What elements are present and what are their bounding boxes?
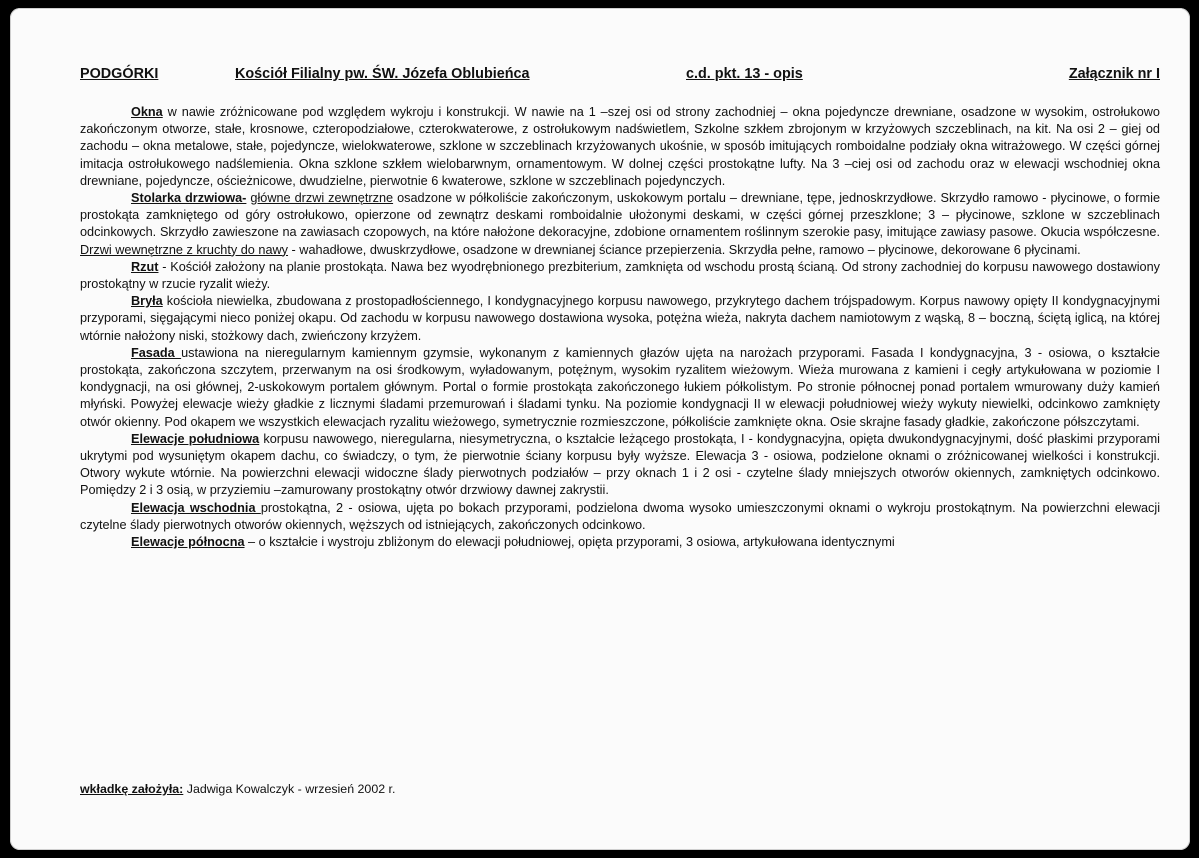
lead-stolarka: Stolarka drzwiowa- bbox=[131, 191, 247, 206]
document-header bbox=[80, 66, 1160, 86]
header-place: PODGÓRKI bbox=[80, 66, 159, 82]
paragraph-bryla bbox=[80, 293, 1160, 345]
lead-rzut: Rzut bbox=[131, 259, 159, 274]
text-stolarka-2: - wahadłowe, dwuskrzydłowe, osadzone w drewnianej ściance przepierzenia. Skrzydła pełne, ramowo – płycinowe, dekorowane 6 płycinami. bbox=[288, 242, 1081, 257]
text-bryla: kościoła niewielka, zbudowana z prostopadłościennego, I kondygnacyjnego korpusu nawowego, przykrytego dachem trójspadowym. Korpus nawowy opięty II kondygnacyjnymi przyporami, sięgającymi nieco poniżej okapu. Od zachodu w korpusu nawowego dostawiona wysoka, potężna wieża, nakryta dachem namiotowym z wąską, 8 – boczną, ściętą iglicą, na której wtórnie nałożony niski, stożkowy dach, zwieńczony krzyżem. bbox=[80, 294, 1160, 343]
text-rzut: - Kościół założony na planie prostokąta. Nawa bez wyodrębnionego prezbiterium, zamknięta od wschodu prostą ścianą. Od strony zachodniej do korpusu nawowego dostawiony prostokątny w rzucie ryzalit wieży. bbox=[80, 259, 1160, 292]
text-wschodnia: prostokątna, 2 - osiowa, ujęta po bokach przyporami, podzielona dwoma wysoko umieszczonymi oknami o wykroju prostokątnym. Na powierzchni elewacji czytelne ślady pierwotnych otworów okiennych, węższych od istniejących, zakończonych odcinkowo. bbox=[80, 500, 1161, 532]
document-page bbox=[10, 8, 1190, 850]
header-attachment: Załącznik nr I bbox=[1068, 66, 1160, 82]
lead-okna: Okna bbox=[131, 105, 163, 119]
header-section-ref: c.d. pkt. 13 - opis bbox=[686, 66, 803, 82]
paragraph-rzut bbox=[80, 259, 1160, 293]
lead-bryla: Bryła bbox=[131, 294, 163, 309]
document-footer bbox=[80, 782, 395, 796]
text-okna: w nawie zróżnicowane pod względem wykroju i konstrukcji. W nawie na 1 –szej osi od strony zachodniej – okna pojedyncze drewniane, osadzone w wysokim, ostrołukowo zakończonym otworze, stałe, krosnowe, czteropodziałowe, czterokwaterowe, z ostrołukowym nadświetlem, Szkolne szkłem zbrojonym w krzyżowych szczeblinach, na kit. Na osi 2 – giej od zachodu – okna metalowe, stałe, pojedyncze, wielokwaterowe, szklone w szczeblinach krzyżowanych ukośnie, w sposób imitujących romboidalne podziały okna witrażowego. W części górnej imitacja ostrołukowego nadślemienia. Okna szklone szkłem wielobarwnym, ornamentowym. W dolnej części prostokątne lufty. Na 3 –ciej osi od zachodu oraz w elewacji wschodniej okna drewniane, pojedyncze, ościeżnicowe, dwudzielne, pierwotnie 6 kwaterowe, szklone w szczeblinach pojedynczych. bbox=[80, 105, 1160, 188]
underline-main-doors: główne drzwi zewnętrzne bbox=[250, 191, 394, 206]
underline-inner-doors: Drzwi wewnętrzne z kruchty do nawy bbox=[80, 242, 289, 257]
text-poludniowa: korpusu nawowego, nieregularna, niesymetryczna, o kształcie leżącego prostokąta, I - kondygnacyjna, opięta dwukondygnacyjnymi, dość płaskimi przyporami ukrytymi pod wysuniętym okapem dachu, co świadczy, o tym, że pierwotnie ściany korpusu były wyższe. Elewacja 3 - osiowa, podzielone oknami o zróżnicowanej wielkości i konstrukcji. Otwory wykute wtórnie. Na powierzchni elewacji widoczne ślady pierwotnych podziałów – przy oknach 1 i 2 osi - czytelne ślady mniejszych otworów okiennych, zamkniętych odcinkowo. Pomiędzy 2 i 3 osią, w przyziemiu –zamurowany prostokątny otwór drzwiowy dawnej zakrystii. bbox=[80, 431, 1160, 498]
header-church: Kościół Filialny pw. ŚW. Józefa Oblubieńca bbox=[235, 66, 530, 82]
document-body bbox=[80, 104, 1160, 551]
lead-fasada: Fasada bbox=[131, 345, 182, 360]
paragraph-fasada bbox=[80, 345, 1160, 431]
paragraph-elewacja-wschodnia bbox=[80, 500, 1160, 534]
paragraph-stolarka bbox=[80, 190, 1160, 259]
text-polnocna: – o kształcie i wystroju zbliżonym do elewacji południowej, opięta przyporami, 3 osiowa, artykułowana identycznymi bbox=[244, 535, 895, 550]
paragraph-okna bbox=[80, 104, 1160, 190]
lead-poludniowa: Elewacje południowa bbox=[131, 431, 260, 446]
text-fasada: ustawiona na nieregularnym kamiennym gzymsie, wykonanym z kamiennych głazów ujęta na narożach przyporami. Fasada I kondygnacyjna, 3 - osiowa, o kształcie prostokąta, zakończona szczytem, przerwanym na osi środkowym, wyładowanym, potężnym, wysokim ryzalitem wieżowym. Wieża murowana z kamieni i cegły artykułowana w poziomie I kondygnacji, na osi głównej, 2-uskokowym portalem głównym. Portal o formie prostokąta zakończonego łukiem półkolistym. Po stronie północnej ponad portalem wmurowany duży kamień młyński. Powyżej elewacje wieży gładkie z licznymi śladami przemurowań i śladami tynku. Na poziomie kondygnacji II w elewacji południowej wieży wykuty niewielki, odcinkowo zamknięty otwór okienny. Pod okapem we wszystkich elewacjach ryzalitu wieżowego, symetrycznie rozmieszczone, półkoliście zamknięte okna. Osie skrajne fasady gładkie, zakończone półszczytami. bbox=[80, 345, 1160, 429]
paragraph-elewacja-poludniowa bbox=[80, 431, 1160, 500]
lead-polnocna: Elewacje północna bbox=[131, 535, 245, 550]
lead-wschodnia: Elewacja wschodnia bbox=[131, 500, 261, 515]
text-stolarka-1: osadzone w półkoliście zakończonym, uskokowym portalu – drewniane, tępe, jednoskrzydłowe. Skrzydło ramowo - płycinowe, o formie prostokąta zamkniętego od góry ostrołukowo, opierzone od zewnątrz deskami romboidalnie ułożonymi deskami, w części górnej przeszklone; 3 – płycinowe, szklone w szczeblinach odcinkowych. Skrzydło zawieszone na zawiasach czopowych, na które nałożone dekoracyjne, zdobione ornamentem roślinnym szerokie pasy, imitujące zawiasy pasowe. Okucia współczesne. bbox=[80, 191, 1161, 240]
footer-author: Jadwiga Kowalczyk - wrzesień 2002 r. bbox=[183, 782, 396, 796]
footer-label: wkładkę założyła: bbox=[80, 782, 184, 796]
paragraph-elewacja-polnocna bbox=[80, 534, 1160, 551]
